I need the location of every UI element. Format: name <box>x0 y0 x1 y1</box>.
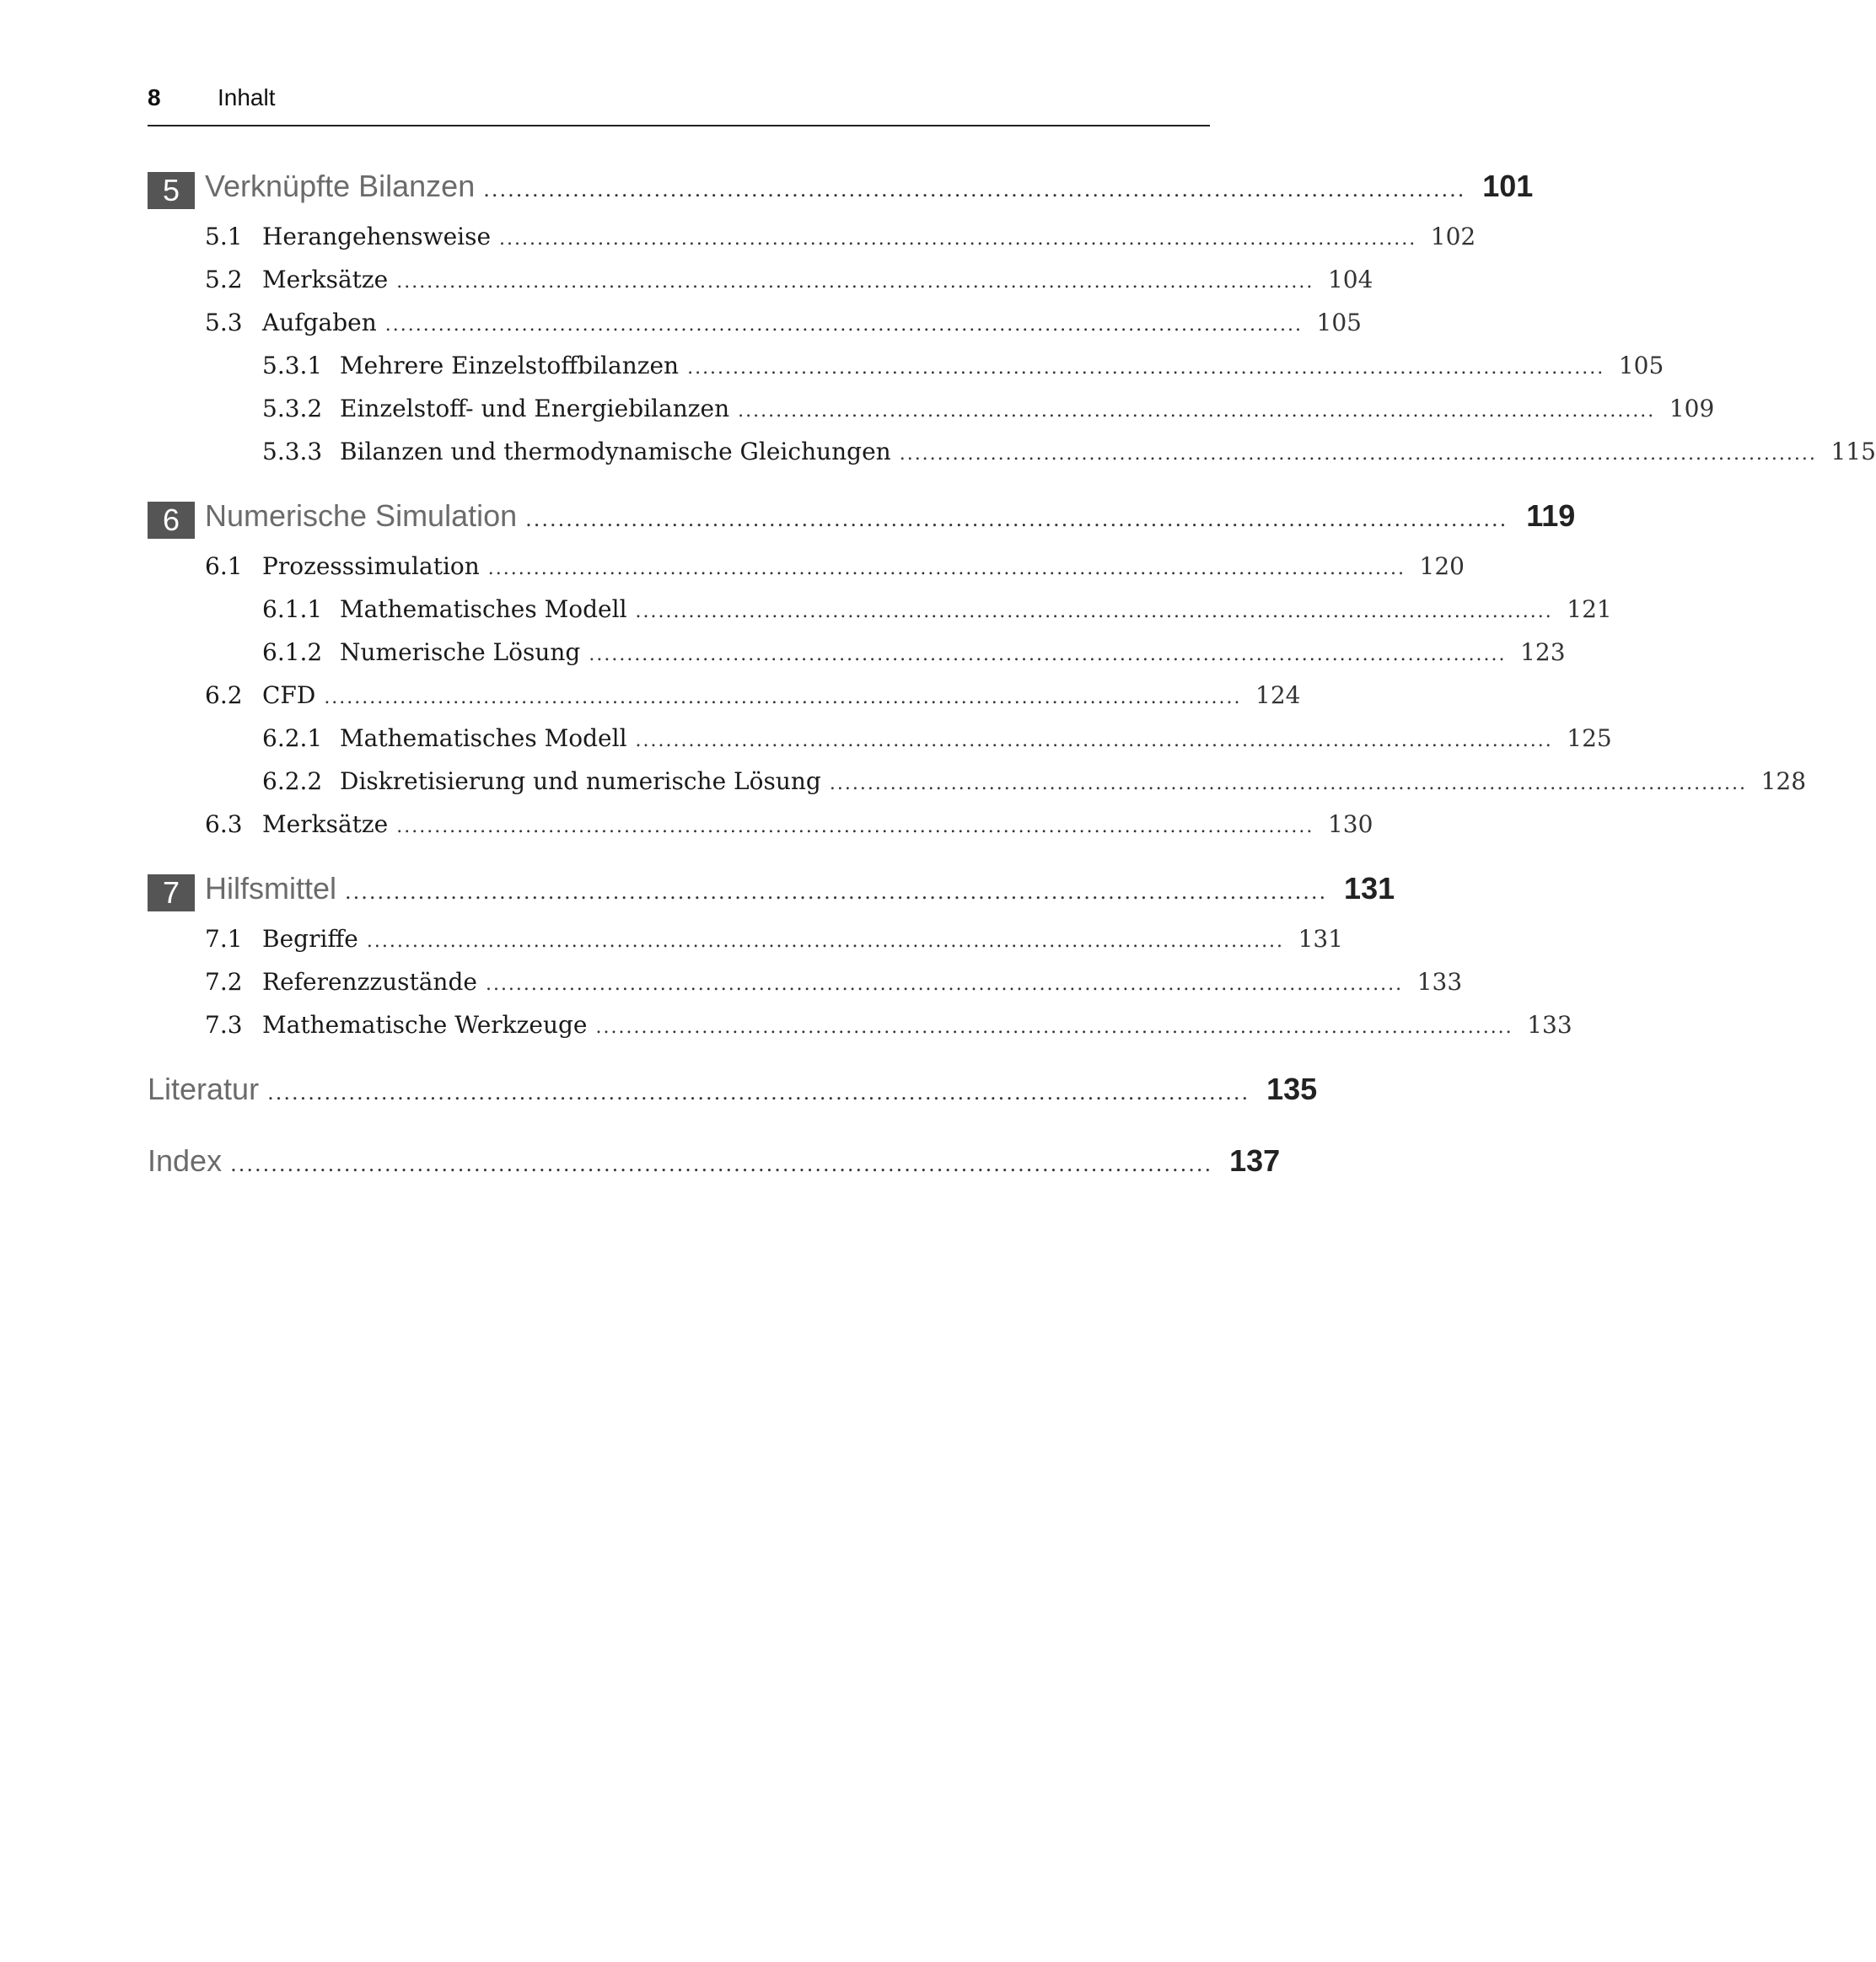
page-reference: 137 <box>1229 1143 1281 1178</box>
toc-section-6-2[interactable] <box>205 681 1301 709</box>
dot-leader: ......................................................................................................................... <box>829 773 1748 794</box>
toc-index[interactable] <box>148 1143 1281 1187</box>
toc-subsection-5-3-1[interactable] <box>262 352 1664 379</box>
page-reference: 121 <box>1567 595 1612 623</box>
dot-leader: ......................................................................................................................... <box>396 271 1314 293</box>
dot-leader: ......................................................................................................................... <box>267 1081 1250 1105</box>
subsection-title: Diskretisierung und numerische Lösung <box>340 767 821 795</box>
running-header <box>148 84 1210 126</box>
dot-leader: ......................................................................................................................... <box>366 931 1285 952</box>
section-title: Aufgaben <box>262 309 377 336</box>
page-reference: 115 <box>1830 438 1876 465</box>
toc-literatur[interactable] <box>148 1072 1318 1115</box>
page-reference: 101 <box>1482 169 1534 203</box>
toc-section-7-3[interactable] <box>205 1011 1572 1039</box>
dot-leader: ......................................................................................................................... <box>525 508 1508 531</box>
page-reference: 131 <box>1344 871 1395 906</box>
section-number: 7.3 <box>205 1011 243 1039</box>
dot-leader: ......................................................................................................................... <box>499 228 1417 250</box>
subsection-title: Mathematisches Modell <box>340 595 627 623</box>
subsection-number: 5.3.1 <box>262 352 323 379</box>
page-reference: 133 <box>1527 1011 1572 1039</box>
section-title: Begriffe <box>262 925 358 953</box>
page-reference: 120 <box>1419 552 1465 580</box>
chapter-title: Index <box>148 1143 223 1178</box>
subsection-title: Mathematisches Modell <box>340 724 627 752</box>
dot-leader: ......................................................................................................................... <box>384 314 1303 336</box>
toc-section-5-3[interactable] <box>205 309 1362 336</box>
dot-leader: ......................................................................................................................... <box>589 644 1507 665</box>
section-title: Mathematische Werkzeuge <box>262 1011 588 1039</box>
dot-leader: ......................................................................................................................... <box>595 1017 1513 1038</box>
page-reference: 105 <box>1618 352 1664 379</box>
subsection-title: Bilanzen und thermodynamische Gleichungen <box>340 438 891 465</box>
subsection-number: 5.3.3 <box>262 438 323 465</box>
toc-subsection-5-3-3[interactable] <box>262 438 1876 465</box>
subsection-number: 6.2.2 <box>262 767 323 795</box>
chapter-number-badge: 7 <box>148 874 195 911</box>
toc-subsection-6-2-2[interactable] <box>262 767 1807 795</box>
chapter-number-badge: 6 <box>148 502 195 539</box>
toc-section-6-3[interactable] <box>205 810 1373 838</box>
subsection-title: Mehrere Einzelstoffbilanzen <box>340 352 680 379</box>
section-number: 5.2 <box>205 266 243 293</box>
toc-subsection-5-3-2[interactable] <box>262 395 1715 422</box>
page-reference: 133 <box>1416 968 1463 996</box>
toc-subsection-6-1-2[interactable] <box>262 638 1566 666</box>
page-reference: 124 <box>1255 681 1301 709</box>
page-reference: 130 <box>1327 810 1373 838</box>
dot-leader: ......................................................................................................................... <box>345 880 1328 904</box>
subsection-title: Numerische Lösung <box>340 638 581 666</box>
toc-chapter-7[interactable] <box>148 871 1395 915</box>
dot-leader: ......................................................................................................................... <box>487 558 1406 579</box>
chapter-title: Literatur <box>148 1072 260 1106</box>
subsection-number: 5.3.2 <box>262 395 323 422</box>
page-reference: 119 <box>1526 498 1576 533</box>
section-number: 7.1 <box>205 925 243 953</box>
dot-leader: ......................................................................................................................... <box>687 357 1605 379</box>
dot-leader: ......................................................................................................................... <box>635 601 1553 622</box>
toc-section-7-2[interactable] <box>205 968 1463 996</box>
section-title: Merksätze <box>262 810 389 838</box>
dot-leader: ......................................................................................................................... <box>396 816 1314 837</box>
dot-leader: ......................................................................................................................... <box>485 974 1404 995</box>
toc-section-6-1[interactable] <box>205 552 1465 580</box>
section-number: 6.2 <box>205 681 243 709</box>
section-title: Referenzzustände <box>262 968 477 996</box>
dot-leader: ......................................................................................................................... <box>899 443 1817 465</box>
page-reference: 109 <box>1669 395 1715 422</box>
section-number: 5.1 <box>205 223 243 250</box>
section-title: CFD <box>262 681 316 709</box>
chapter-title: Verknüpfte Bilanzen <box>205 169 476 203</box>
page-reference: 104 <box>1327 266 1373 293</box>
section-number: 7.2 <box>205 968 243 996</box>
dot-leader: ......................................................................................................................... <box>635 730 1553 751</box>
toc-subsection-6-2-1[interactable] <box>262 724 1612 752</box>
running-title: Inhalt <box>218 84 276 110</box>
page-reference: 102 <box>1430 223 1476 250</box>
page-reference: 105 <box>1316 309 1362 336</box>
toc-chapter-5[interactable] <box>148 169 1534 212</box>
toc-chapter-6[interactable] <box>148 498 1576 542</box>
page-reference: 123 <box>1520 638 1566 666</box>
subsection-number: 6.1.2 <box>262 638 323 666</box>
dot-leader: ......................................................................................................................... <box>738 400 1656 422</box>
page-number: 8 <box>148 84 161 110</box>
toc-section-7-1[interactable] <box>205 925 1344 953</box>
section-title: Merksätze <box>262 266 389 293</box>
toc-section-5-1[interactable] <box>205 223 1476 250</box>
section-number: 6.3 <box>205 810 243 838</box>
chapter-title: Hilfsmittel <box>205 871 337 906</box>
page-reference: 128 <box>1760 767 1807 795</box>
dot-leader: ......................................................................................................................... <box>483 178 1466 202</box>
toc-section-5-2[interactable] <box>205 266 1373 293</box>
section-title: Prozesssimulation <box>262 552 480 580</box>
page-reference: 131 <box>1298 925 1344 953</box>
section-number: 6.1 <box>205 552 243 580</box>
dot-leader: ......................................................................................................................... <box>324 687 1242 708</box>
toc-subsection-6-1-1[interactable] <box>262 595 1612 623</box>
subsection-number: 6.1.1 <box>262 595 323 623</box>
section-title: Herangehensweise <box>262 223 492 250</box>
subsection-title: Einzelstoff- und Energiebilanzen <box>340 395 730 422</box>
page-reference: 135 <box>1266 1072 1318 1106</box>
page-reference: 125 <box>1567 724 1612 752</box>
section-number: 5.3 <box>205 309 243 336</box>
dot-leader: ......................................................................................................................... <box>230 1153 1213 1176</box>
chapter-title: Numerische Simulation <box>205 498 518 533</box>
subsection-number: 6.2.1 <box>262 724 323 752</box>
chapter-number-badge: 5 <box>148 172 195 209</box>
